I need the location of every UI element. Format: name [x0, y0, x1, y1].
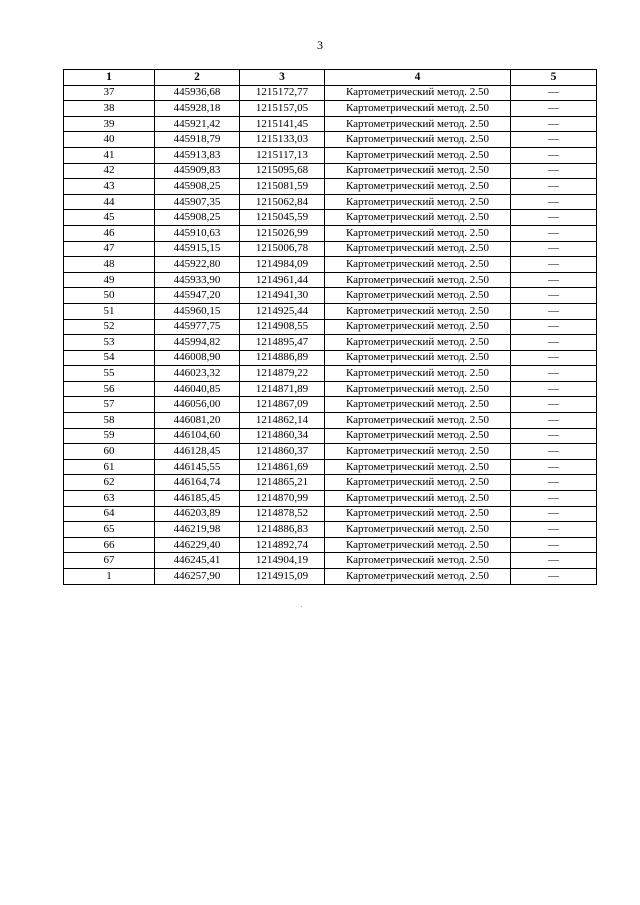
- cell-x-coordinate: 446203,89: [155, 506, 240, 522]
- cell-y-coordinate: 1214865,21: [240, 475, 325, 491]
- cell-x-coordinate: 446081,20: [155, 413, 240, 429]
- cell-x-coordinate: 446023,32: [155, 366, 240, 382]
- cell-point-number: 50: [64, 288, 155, 304]
- cell-description: —: [511, 522, 597, 538]
- cell-point-number: 58: [64, 413, 155, 429]
- cell-description: —: [511, 288, 597, 304]
- cell-point-number: 57: [64, 397, 155, 413]
- cell-description: —: [511, 147, 597, 163]
- cell-x-coordinate: 445918,79: [155, 132, 240, 148]
- cell-description: —: [511, 366, 597, 382]
- cell-x-coordinate: 445908,25: [155, 179, 240, 195]
- cell-y-coordinate: 1214886,89: [240, 350, 325, 366]
- cell-method: Картометрический метод. 2.50: [325, 459, 511, 475]
- cell-method: Картометрический метод. 2.50: [325, 288, 511, 304]
- cell-method: Картометрический метод. 2.50: [325, 553, 511, 569]
- cell-description: —: [511, 225, 597, 241]
- cell-description: —: [511, 335, 597, 351]
- table-row: [64, 101, 597, 117]
- cell-y-coordinate: 1215045,59: [240, 210, 325, 226]
- table-row: [64, 147, 597, 163]
- cell-y-coordinate: 1215095,68: [240, 163, 325, 179]
- cell-method: Картометрический метод. 2.50: [325, 257, 511, 273]
- cell-y-coordinate: 1215141,45: [240, 116, 325, 132]
- cell-description: —: [511, 413, 597, 429]
- cell-point-number: 37: [64, 85, 155, 101]
- cell-description: —: [511, 85, 597, 101]
- cell-y-coordinate: 1214961,44: [240, 272, 325, 288]
- cell-point-number: 63: [64, 491, 155, 507]
- table-row: [64, 116, 597, 132]
- cell-method: Картометрический метод. 2.50: [325, 428, 511, 444]
- cell-point-number: 46: [64, 225, 155, 241]
- table-row: [64, 553, 597, 569]
- cell-method: Картометрический метод. 2.50: [325, 225, 511, 241]
- cell-description: —: [511, 241, 597, 257]
- table-row: [64, 397, 597, 413]
- table-row: [64, 413, 597, 429]
- cell-y-coordinate: 1214878,52: [240, 506, 325, 522]
- cell-x-coordinate: 446008,90: [155, 350, 240, 366]
- cell-y-coordinate: 1214895,47: [240, 335, 325, 351]
- cell-x-coordinate: 445936,68: [155, 85, 240, 101]
- table-row: [64, 444, 597, 460]
- cell-x-coordinate: 445915,15: [155, 241, 240, 257]
- cell-description: —: [511, 350, 597, 366]
- cell-method: Картометрический метод. 2.50: [325, 413, 511, 429]
- cell-point-number: 39: [64, 116, 155, 132]
- cell-description: —: [511, 459, 597, 475]
- cell-y-coordinate: 1214862,14: [240, 413, 325, 429]
- cell-x-coordinate: 445907,35: [155, 194, 240, 210]
- cell-x-coordinate: 445933,90: [155, 272, 240, 288]
- cell-x-coordinate: 445921,42: [155, 116, 240, 132]
- cell-y-coordinate: 1215172,77: [240, 85, 325, 101]
- cell-point-number: 41: [64, 147, 155, 163]
- cell-method: Картометрический метод. 2.50: [325, 303, 511, 319]
- cell-y-coordinate: 1214860,34: [240, 428, 325, 444]
- cell-x-coordinate: 446104,60: [155, 428, 240, 444]
- column-header-y-coordinate: 3: [240, 70, 325, 86]
- cell-y-coordinate: 1214908,55: [240, 319, 325, 335]
- page-number: 3: [317, 38, 323, 52]
- cell-point-number: 62: [64, 475, 155, 491]
- cell-x-coordinate: 445994,82: [155, 335, 240, 351]
- table-row: [64, 459, 597, 475]
- cell-method: Картометрический метод. 2.50: [325, 132, 511, 148]
- table-row: [64, 522, 597, 538]
- cell-x-coordinate: 445960,15: [155, 303, 240, 319]
- cell-method: Картометрический метод. 2.50: [325, 194, 511, 210]
- cell-method: Картометрический метод. 2.50: [325, 491, 511, 507]
- cell-method: Картометрический метод. 2.50: [325, 147, 511, 163]
- cell-y-coordinate: 1215062,84: [240, 194, 325, 210]
- cell-point-number: 53: [64, 335, 155, 351]
- cell-x-coordinate: 445913,83: [155, 147, 240, 163]
- cell-point-number: 1: [64, 569, 155, 585]
- cell-description: —: [511, 444, 597, 460]
- cell-point-number: 65: [64, 522, 155, 538]
- cell-x-coordinate: 446164,74: [155, 475, 240, 491]
- cell-y-coordinate: 1215006,78: [240, 241, 325, 257]
- cell-method: Картометрический метод. 2.50: [325, 444, 511, 460]
- cell-method: Картометрический метод. 2.50: [325, 537, 511, 553]
- cell-description: —: [511, 553, 597, 569]
- cell-x-coordinate: 446185,45: [155, 491, 240, 507]
- cell-description: —: [511, 506, 597, 522]
- cell-description: —: [511, 475, 597, 491]
- cell-x-coordinate: 445977,75: [155, 319, 240, 335]
- table-row: [64, 491, 597, 507]
- cell-y-coordinate: 1214870,99: [240, 491, 325, 507]
- table-row: [64, 132, 597, 148]
- cell-x-coordinate: 446145,55: [155, 459, 240, 475]
- coordinates-table: [63, 69, 597, 585]
- table-row: [64, 506, 597, 522]
- cell-point-number: 47: [64, 241, 155, 257]
- cell-description: —: [511, 210, 597, 226]
- cell-y-coordinate: 1215117,13: [240, 147, 325, 163]
- cell-y-coordinate: 1214941,30: [240, 288, 325, 304]
- table-row: [64, 194, 597, 210]
- cell-description: —: [511, 303, 597, 319]
- cell-method: Картометрический метод. 2.50: [325, 522, 511, 538]
- cell-method: Картометрический метод. 2.50: [325, 366, 511, 382]
- table-row: [64, 257, 597, 273]
- cell-point-number: 40: [64, 132, 155, 148]
- cell-x-coordinate: 446245,41: [155, 553, 240, 569]
- cell-description: —: [511, 257, 597, 273]
- cell-point-number: 44: [64, 194, 155, 210]
- table-row: [64, 303, 597, 319]
- cell-x-coordinate: 446128,45: [155, 444, 240, 460]
- cell-point-number: 54: [64, 350, 155, 366]
- table-header: [64, 70, 597, 86]
- cell-method: Картометрический метод. 2.50: [325, 381, 511, 397]
- cell-method: Картометрический метод. 2.50: [325, 335, 511, 351]
- cell-method: Картометрический метод. 2.50: [325, 163, 511, 179]
- cell-x-coordinate: 446056,00: [155, 397, 240, 413]
- cell-method: Картометрический метод. 2.50: [325, 569, 511, 585]
- cell-x-coordinate: 446219,98: [155, 522, 240, 538]
- cell-x-coordinate: 445908,25: [155, 210, 240, 226]
- cell-point-number: 49: [64, 272, 155, 288]
- cell-x-coordinate: 446040,85: [155, 381, 240, 397]
- cell-y-coordinate: 1214879,22: [240, 366, 325, 382]
- cell-y-coordinate: 1215133,03: [240, 132, 325, 148]
- cell-point-number: 45: [64, 210, 155, 226]
- cell-point-number: 60: [64, 444, 155, 460]
- table-row: [64, 179, 597, 195]
- column-header-method: 4: [325, 70, 511, 86]
- cell-x-coordinate: 446257,90: [155, 569, 240, 585]
- cell-description: —: [511, 179, 597, 195]
- cell-y-coordinate: 1214861,69: [240, 459, 325, 475]
- cell-method: Картометрический метод. 2.50: [325, 116, 511, 132]
- cell-point-number: 56: [64, 381, 155, 397]
- cell-y-coordinate: 1214860,37: [240, 444, 325, 460]
- cell-y-coordinate: 1215081,59: [240, 179, 325, 195]
- cell-y-coordinate: 1214925,44: [240, 303, 325, 319]
- cell-point-number: 61: [64, 459, 155, 475]
- cell-description: —: [511, 116, 597, 132]
- cell-method: Картометрический метод. 2.50: [325, 101, 511, 117]
- cell-x-coordinate: 445922,80: [155, 257, 240, 273]
- cell-y-coordinate: 1214871,89: [240, 381, 325, 397]
- table-row: [64, 272, 597, 288]
- cell-method: Картометрический метод. 2.50: [325, 506, 511, 522]
- cell-point-number: 43: [64, 179, 155, 195]
- column-header-point-number: 1: [64, 70, 155, 86]
- cell-x-coordinate: 446229,40: [155, 537, 240, 553]
- cell-description: —: [511, 381, 597, 397]
- cell-x-coordinate: 445947,20: [155, 288, 240, 304]
- cell-method: Картометрический метод. 2.50: [325, 179, 511, 195]
- cell-description: —: [511, 428, 597, 444]
- cell-y-coordinate: 1214886,83: [240, 522, 325, 538]
- table-row: [64, 163, 597, 179]
- cell-method: Картометрический метод. 2.50: [325, 241, 511, 257]
- cell-point-number: 55: [64, 366, 155, 382]
- cell-description: —: [511, 101, 597, 117]
- cell-y-coordinate: 1215026,99: [240, 225, 325, 241]
- table-row: [64, 475, 597, 491]
- cell-x-coordinate: 445928,18: [155, 101, 240, 117]
- cell-description: —: [511, 194, 597, 210]
- table-row: [64, 350, 597, 366]
- cell-method: Картометрический метод. 2.50: [325, 319, 511, 335]
- table-row: [64, 428, 597, 444]
- cell-description: —: [511, 319, 597, 335]
- cell-description: —: [511, 569, 597, 585]
- table-row: [64, 210, 597, 226]
- cell-point-number: 67: [64, 553, 155, 569]
- table-row: [64, 537, 597, 553]
- cell-y-coordinate: 1215157,05: [240, 101, 325, 117]
- cell-point-number: 66: [64, 537, 155, 553]
- cell-description: —: [511, 272, 597, 288]
- cell-description: —: [511, 537, 597, 553]
- cell-y-coordinate: 1214915,09: [240, 569, 325, 585]
- cell-point-number: 64: [64, 506, 155, 522]
- cell-description: —: [511, 397, 597, 413]
- cell-x-coordinate: 445910,63: [155, 225, 240, 241]
- cell-method: Картометрический метод. 2.50: [325, 210, 511, 226]
- cell-y-coordinate: 1214867,09: [240, 397, 325, 413]
- cell-method: Картометрический метод. 2.50: [325, 350, 511, 366]
- cell-x-coordinate: 445909,83: [155, 163, 240, 179]
- cell-method: Картометрический метод. 2.50: [325, 85, 511, 101]
- table-row: [64, 569, 597, 585]
- cell-description: —: [511, 132, 597, 148]
- table-row: [64, 335, 597, 351]
- table-row: [64, 225, 597, 241]
- table-row: [64, 319, 597, 335]
- cell-point-number: 38: [64, 101, 155, 117]
- cell-y-coordinate: 1214904,19: [240, 553, 325, 569]
- cell-point-number: 51: [64, 303, 155, 319]
- cell-y-coordinate: 1214892,74: [240, 537, 325, 553]
- table-row: [64, 241, 597, 257]
- table-row: [64, 288, 597, 304]
- column-header-description: 5: [511, 70, 597, 86]
- scan-speck: [301, 606, 302, 607]
- cell-method: Картометрический метод. 2.50: [325, 397, 511, 413]
- column-header-x-coordinate: 2: [155, 70, 240, 86]
- cell-point-number: 42: [64, 163, 155, 179]
- cell-point-number: 59: [64, 428, 155, 444]
- table-row: [64, 366, 597, 382]
- cell-description: —: [511, 163, 597, 179]
- header-row: [64, 70, 597, 86]
- table-row: [64, 85, 597, 101]
- cell-y-coordinate: 1214984,09: [240, 257, 325, 273]
- cell-description: —: [511, 491, 597, 507]
- table-row: [64, 381, 597, 397]
- cell-point-number: 48: [64, 257, 155, 273]
- cell-method: Картометрический метод. 2.50: [325, 272, 511, 288]
- table-body: [64, 85, 597, 584]
- cell-point-number: 52: [64, 319, 155, 335]
- cell-method: Картометрический метод. 2.50: [325, 475, 511, 491]
